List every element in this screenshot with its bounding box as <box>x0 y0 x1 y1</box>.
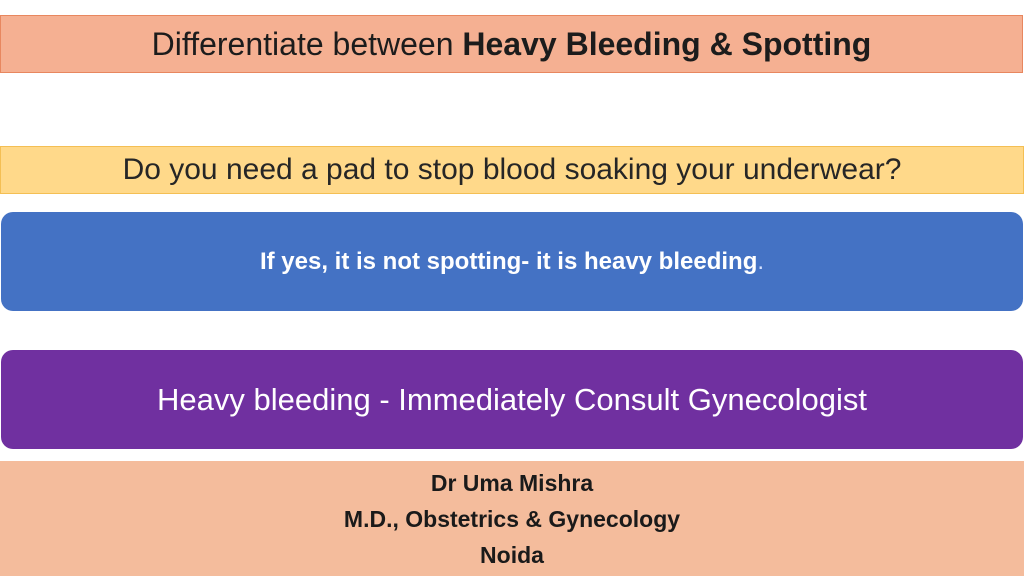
title-emphasis: Heavy Bleeding & Spotting <box>462 25 872 62</box>
question-banner <box>0 146 1024 194</box>
answer-box <box>1 212 1023 311</box>
question-text: Do you need a pad to stop blood soaking your underwear? <box>122 153 902 186</box>
advice-box <box>1 350 1023 449</box>
advice-text: Heavy bleeding - Immediately Consult Gynecologist <box>157 381 867 417</box>
title-prefix: Differentiate between <box>151 25 463 62</box>
author-footer <box>0 461 1024 576</box>
author-name: Dr Uma Mishra <box>430 469 594 496</box>
answer-text: If yes, it is not spotting- it is heavy bleeding <box>259 247 758 275</box>
answer-period: . <box>757 247 765 275</box>
author-credentials: M.D., Obstetrics & Gynecology <box>343 505 681 532</box>
slide-title-banner <box>0 15 1023 73</box>
author-location: Noida <box>480 541 544 568</box>
